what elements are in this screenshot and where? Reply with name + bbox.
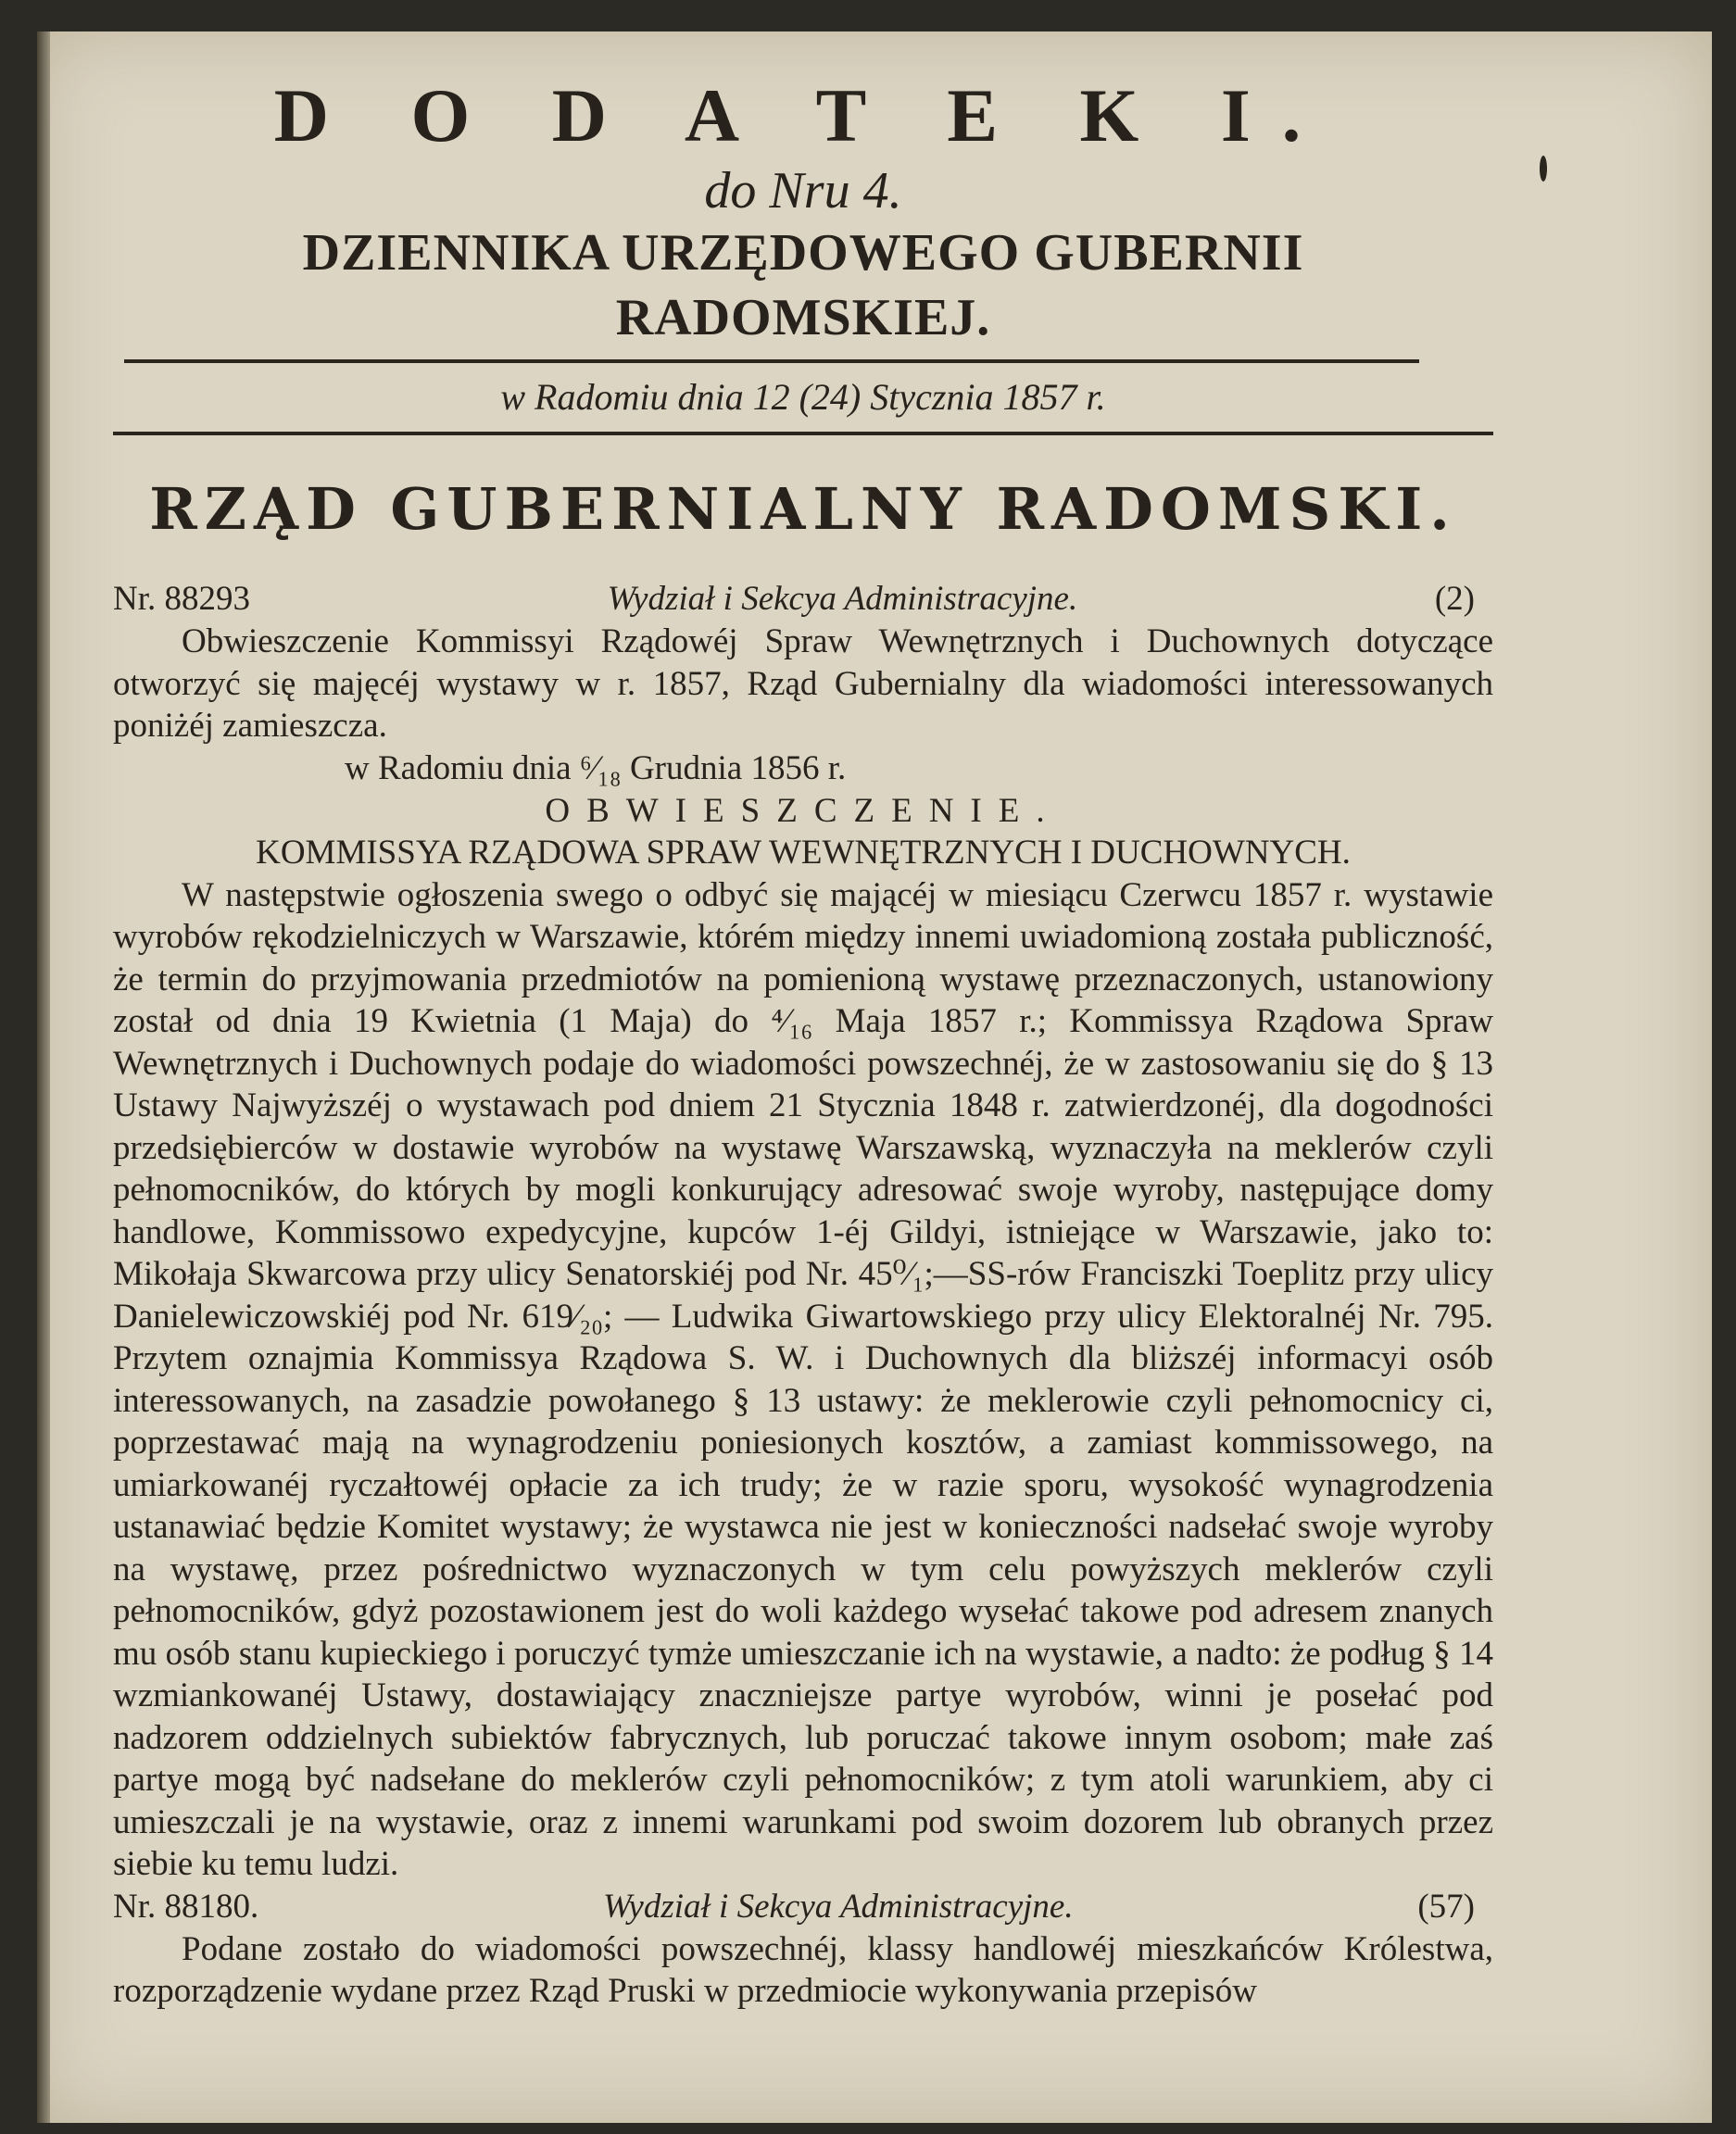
- notice-1-body: W następstwie ogłoszenia swego o odbyć się mającéj w miesiącu Czerwcu 1857 r. wystawie wyrobów rękodzielniczych w Warszawie, którém między innemi uwiadomioną została publiczność, że termin do przyjmowania przedmiotów na pomienioną wystawę przeznaczonych, ustanowiony został od dnia 19 Kwietnia (1 Maja) do ⁴⁄₁₆ Maja 1857 r.; Kommissya Rządowa Spraw Wewnętrznych i Duchownych podaje do wiadomości powszechnéj, że w zastosowaniu się do § 13 Ustawy Najwyższéj o wystawach pod dniem 21 Stycznia 1848 r. zatwierdzonéj, dla dogodności przedsiębierców w dostawie wyrobów na wystawę Warszawską, wyznaczyła na meklerów czyli pełnomocników, do których by mogli konkurujący adresować swoje wyroby, następujące domy handlowe, Kommissowo expedycyjne, kupców 1-éj Gildyi, istniejące w Warszawie, jako to: Mikołaja Skwarcowa przy ulicy Senatorskiéj pod Nr. 45⁰⁄₁;—SS-rów Franciszki Toeplitz przy ulicy Danielewiczowskiéj pod Nr. 619⁄₂₀; — Ludwika Giwartowskiego przy ulicy Elektoralnéj Nr. 795. Przytem oznajmia Kommissya Rządowa S. W. i Duchownych dla bliższéj informacyi osób interessowanych, na zasadzie powołanego § 13 ustawy: że meklerowie czyli pełnomocnicy ci, poprzestawać mają na wynagrodzeniu poniesionych kosztów, a zamiast kommissowego, na umiarkowanéj ryczałtowéj opłacie za ich trudy; że w razie sporu, wysokość wynagrodzenia ustanawiać będzie Komitet wystawy; że wystawca nie jest w konieczności nadsełać swoje wyroby na wystawę, przez pośrednictwo wyznaczonych w tym celu powyższych meklerów czyli pełnomocników, gdyż pozostawionem jest do woli każdego wysełać takowe pod adresem znanych mu osób stanu kupieckiego i poruczyć tymże umieszczanie ich na wystawie, a nadto: że podług § 14 wzmiankowanéj Ustawy, dostawiający znaczniejsze partye wyrobów, winni je posełać pod nadzorem oddzielnych subiektów fabrycznych, lub poruczać takowe innym osobom; małe zaś partye mogą być nadsełane do meklerów czyli pełnomocników; z tym atoli warunkiem, aby ci umieszczali je na wystawie, oraz z innemi warunkami pod swoim dozorem lub obranych przez siebie ku temu ludzi.: [113, 875, 1493, 1883]
- ink-mark: [1540, 156, 1547, 182]
- document-page: [37, 31, 1712, 2123]
- header-rule-top: [124, 359, 1419, 363]
- notice-2-number: Nr. 88180.: [113, 1887, 259, 1926]
- notice-1-intro: Obwieszczenie Kommissyi Rządowéj Spraw Wewnętrznych i Duchownych dotyczące otworzyć się majęcéj wystawy w r. 1857, Rząd Gubernialny dla wiadomości interessowanych poniżéj zamieszcza.: [113, 622, 1493, 745]
- issuing-office: RZĄD GUBERNIALNY RADOMSKI.: [149, 475, 1457, 543]
- notice-1-number: Nr. 88293: [113, 580, 250, 618]
- issue-number: do Nru 4.: [704, 162, 902, 220]
- notice-2-header: [113, 1886, 1493, 1928]
- notice-1-heading: OBWIESZCZENIE.: [545, 791, 1062, 830]
- notice-2: [113, 1886, 1493, 2013]
- page-content: [113, 70, 1493, 2013]
- notice-1-department: Wydział i Sekcya Administracyjne.: [607, 580, 1078, 618]
- notice-2-reference: (57): [1417, 1887, 1475, 1926]
- newspaper-name: DZIENNIKA URZĘDOWEGO GUBERNII RADOMSKIEJ.: [302, 224, 1304, 346]
- notice-1-reference: (2): [1434, 580, 1475, 618]
- notice-1-header: [113, 578, 1493, 621]
- supplement-title: D O D A T E K I.: [273, 73, 1333, 157]
- notice-1-date: w Radomiu dnia ⁶⁄₁₈ Grudnia 1856 r.: [345, 748, 847, 787]
- notice-1: [113, 578, 1493, 1886]
- binding-spine: [37, 31, 50, 2123]
- notice-2-body: Podane zostało do wiadomości powszechnéj, klassy handlowéj mieszkańców Królestwa, rozporządzenie wydane przez Rząd Pruski w przedmiocie wykonywania przepisów: [113, 1929, 1493, 2010]
- notice-1-issuer: KOMMISSYA RZĄDOWA SPRAW WEWNĘTRZNYCH I DUCHOWNYCH.: [256, 834, 1351, 872]
- notice-2-department: Wydział i Sekcya Administracyjne.: [602, 1887, 1074, 1926]
- header-rule-bottom: [113, 432, 1493, 435]
- issue-dateline: w Radomiu dnia 12 (24) Stycznia 1857 r.: [500, 376, 1106, 418]
